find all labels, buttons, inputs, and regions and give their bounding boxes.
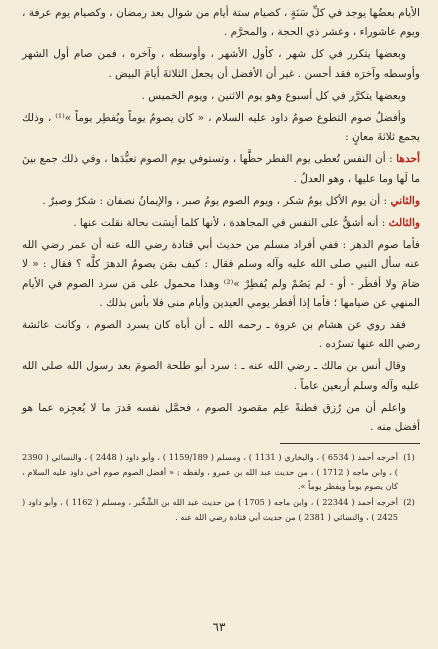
main-text [22, 4, 420, 437]
footnote-1 [22, 450, 420, 494]
footnote-divider [280, 443, 420, 444]
paragraph-1: الأيام بعضُها يوجد في كلِّ سَنَةٍ ، كصيام ستة أيام من شوال بعد رمضان ، وكصيام يوم عرفة ، ويوم عاشوراء ، وعشر ذي الحجة ، والمحرَّم . [22, 7, 420, 39]
paragraph-5: أحدها : أن النفس تُعطى يوم الفطر حظَّها ، وتستوفي يوم الصوم تعبُّدَها ، وفي ذلك جمع بينَ ما لَها وما عليها ، وهو العدلُ . [22, 153, 420, 185]
paragraph-6: والثاني : أن يوم الأكل يومُ شكر ، ويوم الصوم يومُ صبر ، والإيمانُ نصفان : شكرٌ وصبرٌ . [42, 194, 420, 207]
page-number: ٦٣ [212, 620, 226, 634]
paragraph-10: وقال أنس بن مالك ـ رضي الله عنه ـ : سرد أبو طلحة الصومَ بعد رسول الله صلى الله عليه وآله وسلم أربعين عاماً . [22, 360, 420, 392]
footnotes [22, 450, 420, 524]
heading-third: والثالث [388, 217, 420, 230]
paragraph-7: والثالث : أنه أشقُّ على النفس في المجاهدة ، لأنها كلما أنِسَت بحالة نقلت عنها . [73, 217, 420, 230]
paragraph-11: واعلم أن من رُزق فطنةً علِم مقصود الصوم ، فحمَّل نفسه قدرَ ما لا يُعجِزه عما هو أفضل منه . [22, 401, 420, 434]
footnote-2 [22, 495, 420, 524]
footnote-text: أخرجه أحمد ( 6534 ) ، والبخاري ( 1131 ) ، ومسلم ( 1159/189 ) ، وأبو داود ( 2448 ) ، والنسائي ( 2390 ) ، وابن ماجه ( 1712 ) ، من حديث عبد الله بن عمرو ، ولفظه : « أفضل الصوم صوم أخي داود عليه السلام ، كان يصوم يوماً ويفطر يوماً ». [22, 452, 398, 492]
heading-second: والثاني [390, 194, 420, 207]
footnote-divider-wrap [22, 443, 420, 444]
paragraph-3: وبعضها يتكرَّر في كل أسبوع وهو يوم الاثنين ، ويوم الخميس . [141, 89, 406, 102]
paragraph-9: فقد روي عن هشام بن عروة ـ رحمه الله ـ أن أباه كان يسرد الصوم ، وكانت عائشة رضي الله عنها تسرُده . [22, 319, 420, 351]
footnote-number: (1) [403, 452, 415, 463]
paragraph-2: وبعضها يتكرر في كل شهر ، كأول الأشهر ، وأوسطه ، وآخره ، فمن صام أول الشهر وأوسطه وآخرَه فقد أحسن . غير أن الأفضل أن يجعل الثلاثةَ أيامَ البيض . [22, 48, 420, 80]
paragraph-8: فأما صوم الدهر : ففي أفراد مسلم من حديث أبي قتادة رضي الله عنه أن عمر رضي الله عنه سأل النبي صلى الله عليه وآله وسلم فقال : كيف بمَن يصومُ الدهرَ كلَّه ؟ فقال : « لا صَامَ ولا أفطَر - أو - لم يَصُمْ ولم يُفطِرْ »⁽²⁾ وهذا محمول على مَن سرد الصوم في الأيام المنهي عن صيامها ؛ فأما إذا أفطر يومي العيدين وأيام منى فلا بأس بذلك . [22, 239, 420, 309]
footnote-text: أخرجه أحمد ( 22344 ) ، وابن ماجه ( 1705 ) من حديث عبد الله بن الشِّخِّير ، ومسلم ( 1162 ) ، وأبو داود ( 2425 ) ، والنسائي ( 2381 ) من حديث أبي قتادة رضي الله عنه . [22, 497, 398, 522]
heading-first: أحدها [396, 153, 420, 166]
footnote-number: (2) [403, 497, 415, 508]
paragraph-4: وأفضلُ صوم التطوع صومُ داود عليه السلام ، « كان يصومُ يوماً ويُفطِر يوماً »⁽¹⁾ ، وذلك يجمع ثلاثةَ معانٍ : [22, 112, 420, 144]
